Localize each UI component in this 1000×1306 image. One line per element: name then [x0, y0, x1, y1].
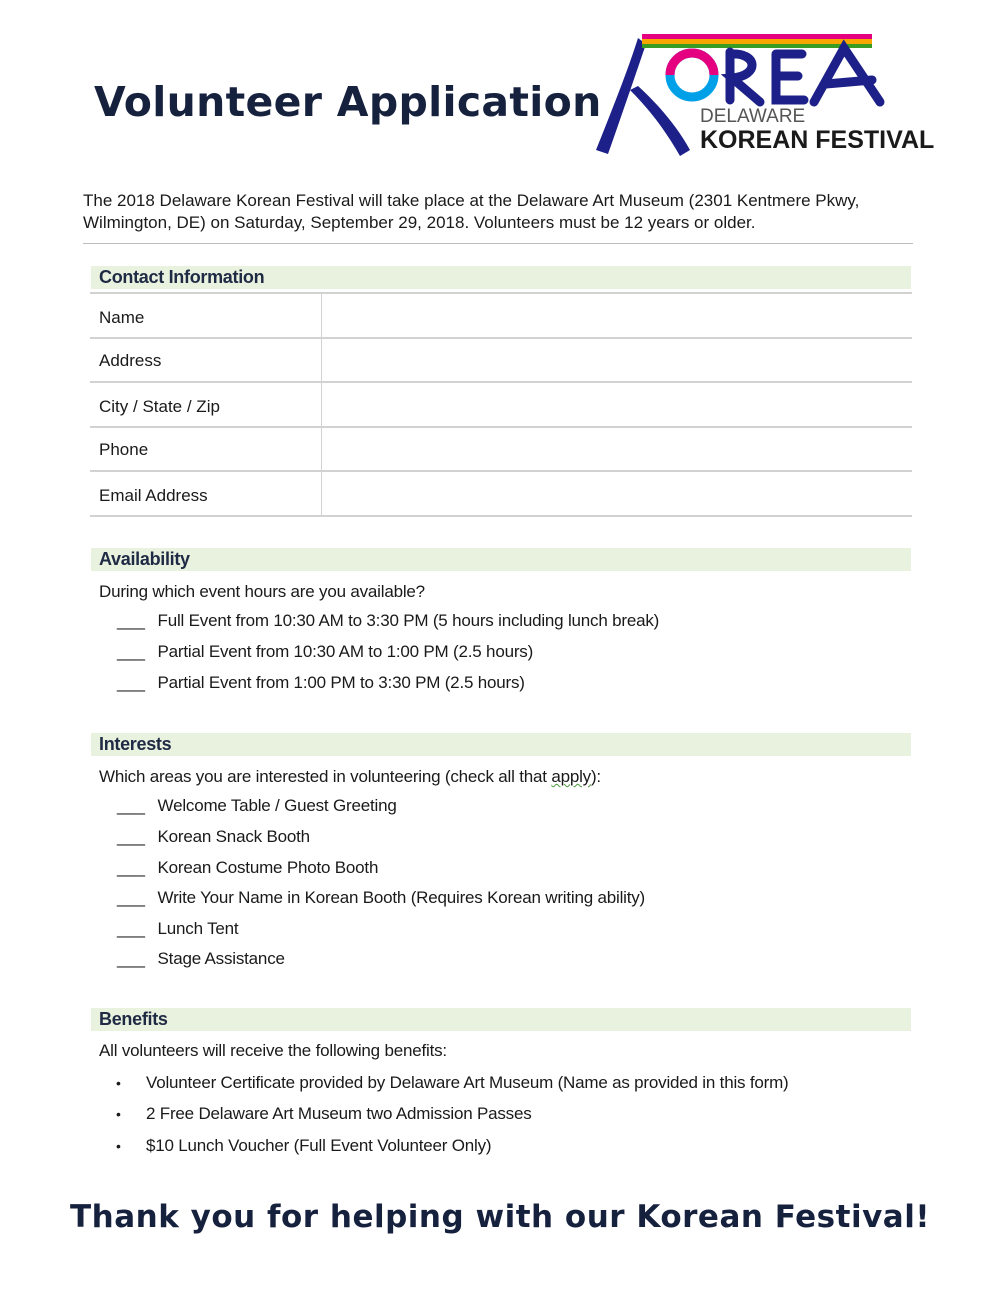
benefit-item: [116, 1136, 491, 1156]
interests-question-end: ):: [590, 767, 601, 786]
benefit-text: $10 Lunch Voucher (Full Event Volunteer Only): [146, 1136, 492, 1155]
logo-a: [814, 48, 880, 102]
availability-option-partial-morning[interactable]: [117, 642, 533, 662]
logo-line1: DELAWARE: [700, 106, 806, 127]
checkbox-blank[interactable]: ___: [117, 919, 145, 938]
logo-r: [730, 52, 760, 102]
availability-option-full[interactable]: [117, 611, 659, 631]
city-state-zip-field[interactable]: [321, 383, 912, 426]
section-contact-heading: Contact Information: [99, 267, 265, 287]
availability-option-label: Partial Event from 10:30 AM to 1:00 PM (2.5 hours): [157, 642, 534, 661]
contact-table-bottom-border: [90, 515, 912, 517]
checkbox-blank[interactable]: ___: [117, 949, 145, 968]
city-state-zip-label: City / State / Zip: [99, 397, 220, 416]
logo-o-red: [670, 53, 714, 75]
section-interests-heading: Interests: [99, 734, 172, 754]
interest-option-write-name[interactable]: [117, 888, 645, 908]
interest-option-snack[interactable]: [117, 827, 310, 847]
benefit-item: [116, 1073, 789, 1093]
section-interests: [91, 733, 911, 756]
interests-question: [99, 767, 601, 787]
section-availability-heading: Availability: [99, 549, 190, 569]
availability-option-partial-afternoon[interactable]: [117, 673, 525, 693]
interest-option-label: Write Your Name in Korean Booth (Requires Korean writing ability): [157, 888, 646, 907]
phone-field[interactable]: [321, 428, 912, 470]
benefit-text: 2 Free Delaware Art Museum two Admission Passes: [146, 1104, 532, 1123]
benefits-intro: All volunteers will receive the following benefits:: [99, 1041, 447, 1060]
section-availability: [91, 548, 911, 571]
availability-question: During which event hours are you available?: [99, 582, 425, 601]
interests-question-apply: apply: [551, 767, 591, 786]
benefit-item: [116, 1104, 532, 1124]
contact-row-address: [90, 337, 912, 381]
bullet-icon: •: [116, 1106, 121, 1122]
interests-question-start: Which areas you are interested in volunteering (check all that: [99, 767, 552, 786]
bullet-icon: •: [116, 1138, 121, 1154]
logo-line2: KOREAN FESTIVAL: [700, 126, 935, 154]
korea-festival-logo: [590, 30, 935, 160]
page-title: Volunteer Application: [94, 78, 602, 126]
contact-row-phone: [90, 426, 912, 470]
section-benefits: [91, 1008, 911, 1031]
interest-option-lunch-tent[interactable]: [117, 919, 238, 939]
phone-label: Phone: [99, 440, 149, 459]
interest-option-label: Korean Costume Photo Booth: [157, 858, 379, 877]
contact-row-city-state-zip: [90, 381, 912, 426]
contact-row-email: [90, 470, 912, 515]
intro-divider: [83, 243, 913, 244]
name-label: Name: [99, 308, 145, 327]
checkbox-blank[interactable]: ___: [117, 611, 145, 630]
interest-option-stage[interactable]: [117, 949, 285, 969]
interest-option-label: Welcome Table / Guest Greeting: [157, 796, 397, 815]
logo-e: [776, 54, 804, 100]
checkbox-blank[interactable]: ___: [117, 796, 145, 815]
logo-band-green: [642, 44, 872, 48]
checkbox-blank[interactable]: ___: [117, 888, 145, 907]
address-field[interactable]: [321, 339, 912, 381]
section-benefits-heading: Benefits: [99, 1009, 168, 1029]
checkbox-blank[interactable]: ___: [117, 642, 145, 661]
benefit-text: Volunteer Certificate provided by Delaware Art Museum (Name as provided in this form): [146, 1073, 789, 1092]
interest-option-costume[interactable]: [117, 858, 378, 878]
interest-option-welcome[interactable]: [117, 796, 397, 816]
email-label: Email Address: [99, 486, 208, 505]
availability-option-label: Partial Event from 1:00 PM to 3:30 PM (2.5 hours): [157, 673, 525, 692]
name-field[interactable]: [321, 294, 912, 337]
interest-option-label: Stage Assistance: [157, 949, 285, 968]
thank-you-message: Thank you for helping with our Korean Festival!: [70, 1199, 930, 1235]
bullet-icon: •: [116, 1075, 121, 1091]
contact-row-name: [90, 292, 912, 337]
contact-form-table: [90, 292, 912, 515]
address-label: Address: [99, 351, 162, 370]
checkbox-blank[interactable]: ___: [117, 858, 145, 877]
checkbox-blank[interactable]: ___: [117, 673, 145, 692]
section-contact: [91, 266, 911, 289]
availability-option-label: Full Event from 10:30 AM to 3:30 PM (5 hours including lunch break): [157, 611, 660, 630]
checkbox-blank[interactable]: ___: [117, 827, 145, 846]
interest-option-label: Korean Snack Booth: [157, 827, 310, 846]
interest-option-label: Lunch Tent: [157, 919, 239, 938]
email-field[interactable]: [321, 472, 912, 515]
logo-band-orange: [642, 39, 872, 44]
logo-band-magenta: [642, 34, 872, 39]
intro-text: The 2018 Delaware Korean Festival will take place at the Delaware Art Museum (2301 Kentmere Pkwy, Wilmington, DE) on Saturday, September 29, 2018. Volunteers must be 12 years or older.: [83, 191, 860, 232]
